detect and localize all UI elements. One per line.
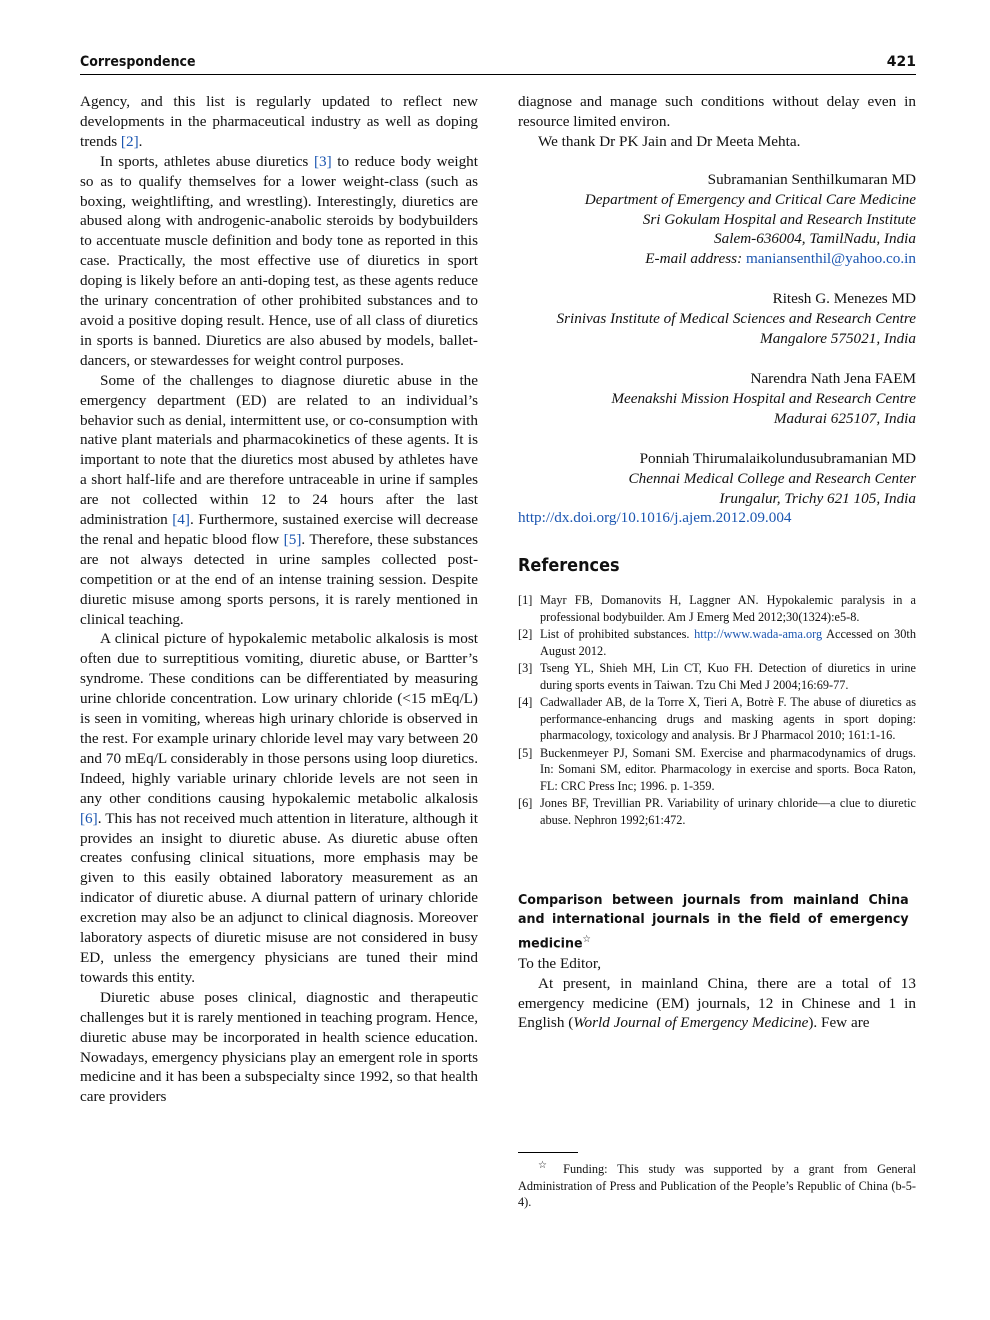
author-block — [518, 170, 916, 270]
right-column — [518, 92, 916, 1033]
author-affiliation: Mangalore 575021, India — [760, 330, 916, 348]
article-title: Comparison between journals from mainland China and international journals in the field of emergency medicine☆ — [518, 891, 909, 952]
paragraph: Agency, and this list is regularly updated to reflect new developments in the pharmaceutical industry as well as doping trends [2]. — [80, 93, 478, 150]
author-email-line: E-mail address: maniansenthil@yahoo.co.in — [645, 250, 916, 268]
author-affiliation: Srinivas Institute of Medical Sciences and Research Centre — [556, 310, 916, 328]
star-footnote-icon: ☆ — [538, 1160, 554, 1171]
reference-item: [6] Jones BF, Trevillian PR. Variability of urinary chloride—a clue to diuretic abuse. Nephron 1992;61:472. — [518, 796, 916, 827]
reference-item: [4] Cadwallader AB, de la Torre X, Tieri A, Botrè F. The abuse of diuretics as performance-enhancing drugs and masking agents in sport doping: pharmacology, toxicology and analysis. Br J Pharmacol 2010; 161:1-16. — [518, 695, 916, 743]
doi-line — [518, 508, 916, 528]
author-affiliation: Meenakshi Mission Hospital and Research Centre — [611, 389, 916, 407]
paragraph: Some of the challenges to diagnose diuretic abuse in the emergency department (ED) are related to an individual’s behavior such as denial, intermittent use, or co-consumption with native plant materials and pharmacokinetics of these agents. It is important to note that the diuretics most abused by athletes have a short half-life and are therefore untraceable in urine if samples are not collected within 12 to 24 hours after the last administration [4]. Furthermore, sustained exercise will decrease the renal and hepatic blood flow [5]. Therefore, these substances are not always detected in urine samples collected post-competition or at the end of an intense training session. Despite diuretic misuse among sports persons, it is rarely mentioned in clinical teaching. — [80, 371, 479, 628]
author-affiliation: Department of Emergency and Critical Care Medicine — [584, 190, 916, 208]
author-block — [518, 449, 916, 509]
author-name: Ponniah Thirumalaikolundusubramanian MD — [639, 449, 916, 467]
paragraph: At present, in mainland China, there are a total of 13 emergency medicine (EM) journals, 12 in Chinese and 1 in English (World Journal of Emergency Medicine). Few are — [518, 974, 916, 1032]
reference-item: [1] Mayr FB, Domanovits H, Laggner AN. Hypokalemic paralysis in a professional bodybuilder. Am J Emerg Med 2012;30(1324):e5-8. — [518, 593, 916, 625]
doi-link[interactable]: http://dx.doi.org/10.1016/j.ajem.2012.09.004 — [518, 509, 792, 527]
paragraph: diagnose and manage such conditions without delay even in resource limited environ. — [518, 93, 916, 130]
reference-list — [518, 592, 916, 828]
acknowledgement: We thank Dr PK Jain and Dr Meeta Mehta. — [538, 132, 801, 150]
section-title: Correspondence — [80, 54, 196, 70]
author-name: Ritesh G. Menezes MD — [772, 290, 916, 308]
star-footnote-icon: ☆ — [582, 933, 591, 945]
author-affiliation: Chennai Medical College and Research Center — [628, 469, 916, 487]
left-column — [80, 92, 478, 1107]
paragraph: Diuretic abuse poses clinical, diagnostic and therapeutic challenges but it is rarely mentioned in teaching program. Hence, diuretic abuse may be incorporated in health science education. Nowadays, emergency physicians play an emergent role in sports medicine and it has been a subspecialty since 1992, so that health care providers — [80, 988, 478, 1106]
author-name: Narendra Nath Jena FAEM — [750, 369, 916, 387]
citation-link[interactable]: [2] — [120, 132, 139, 150]
paragraph: In sports, athletes abuse diuretics [3] to reduce body weight so as to qualify themselves for a lower weight-class (such as boxing, weightlifting, and wrestling). Interestingly, diuretics are abused along with androgenic-anabolic steroids by bodybuilders to accentuate muscle definition and body tone as reported in this case. Practically, the most effective use of diuretics in sport doping is likely before an anti-doping test, as these agents reduce the urinary concentration of other prohibited substances and to avoid a positive doping result. Hence, use of all class of diuretics in sports is banned. Diuretics are also abused by models, ballet-dancers, or stewardesses for weight control purposes. — [80, 152, 478, 369]
author-block — [518, 289, 916, 349]
author-name: Subramanian Senthilkumaran MD — [707, 170, 916, 188]
salutation: To the Editor, — [518, 954, 602, 972]
citation-link[interactable]: [4] — [172, 511, 190, 529]
author-affiliation: Salem-636004, TamilNadu, India — [714, 230, 916, 248]
author-affiliation: Sri Gokulam Hospital and Research Institute — [642, 210, 916, 228]
footnote-divider — [518, 1152, 578, 1153]
author-affiliation: Irungalur, Trichy 621 105, India — [719, 489, 916, 507]
reference-link[interactable]: http://www.wada-ama.org — [694, 627, 823, 642]
citation-link[interactable]: [6] — [80, 809, 98, 827]
author-affiliation: Madurai 625107, India — [773, 409, 916, 427]
reference-item: [3] Tseng YL, Shieh MH, Lin CT, Kuo FH. Detection of diuretics in urine during sports events in Taiwan. Tzu Chi Med J 2004;16:69-77. — [518, 661, 916, 692]
paragraph: A clinical picture of hypokalemic metabolic alkalosis is most often due to surreptitious vomiting, diuretic abuse, or Bartter’s syndrome. These conditions can be differentiated by measuring urine chloride concentration. Low urinary chloride (<15 mEq/L) is seen in vomiting, whereas high urinary chloride is observed in the rest. For example urinary chloride level may vary between 20 and 70 mEq/L considerably in those persons using loop diuretics. Indeed, highly variable urinary chloride levels are not seen in any other conditions causing hypokalemic metabolic alkalosis [6]. This has not received much attention in literature, although it provides an insight to diuretic abuse. As diuretic abuse often creates confusing clinical situations, more emphasis may be given to this easily obtained laboratory measurement as an indicator of diuretic abuse. A diurnal pattern of urinary chloride excretion may also be an adjunct to clinical diagnosis. Moreover laboratory aspects of diuretic misuse are not considered in busy ED, unless the emergency physicians are tuned their mind towards this entity. — [80, 630, 478, 986]
email-link[interactable]: maniansenthil@yahoo.co.in — [745, 250, 916, 268]
citation-link[interactable]: [3] — [313, 152, 332, 170]
author-block — [518, 369, 916, 429]
reference-item: [2] List of prohibited substances. http://www.wada-ama.org Accessed on 30th August 2012. — [518, 627, 916, 658]
page-number: 421 — [886, 54, 916, 70]
footnote: ☆ Funding: This study was supported by a grant from General Administration of Press and Publication of the People’s Republic of China (b-5-4). — [518, 1160, 917, 1210]
reference-item: [5] Buckenmeyer PJ, Somani SM. Exercise and pharmacodynamics of drugs. In: Somani SM, editor. Pharmacology in exercise and sports. Boca Raton, FL: CRC Press Inc; 1996. p. 1-359. — [518, 745, 916, 794]
citation-link[interactable]: [5] — [283, 530, 302, 548]
running-header — [80, 54, 916, 75]
references-heading: References — [518, 556, 620, 577]
